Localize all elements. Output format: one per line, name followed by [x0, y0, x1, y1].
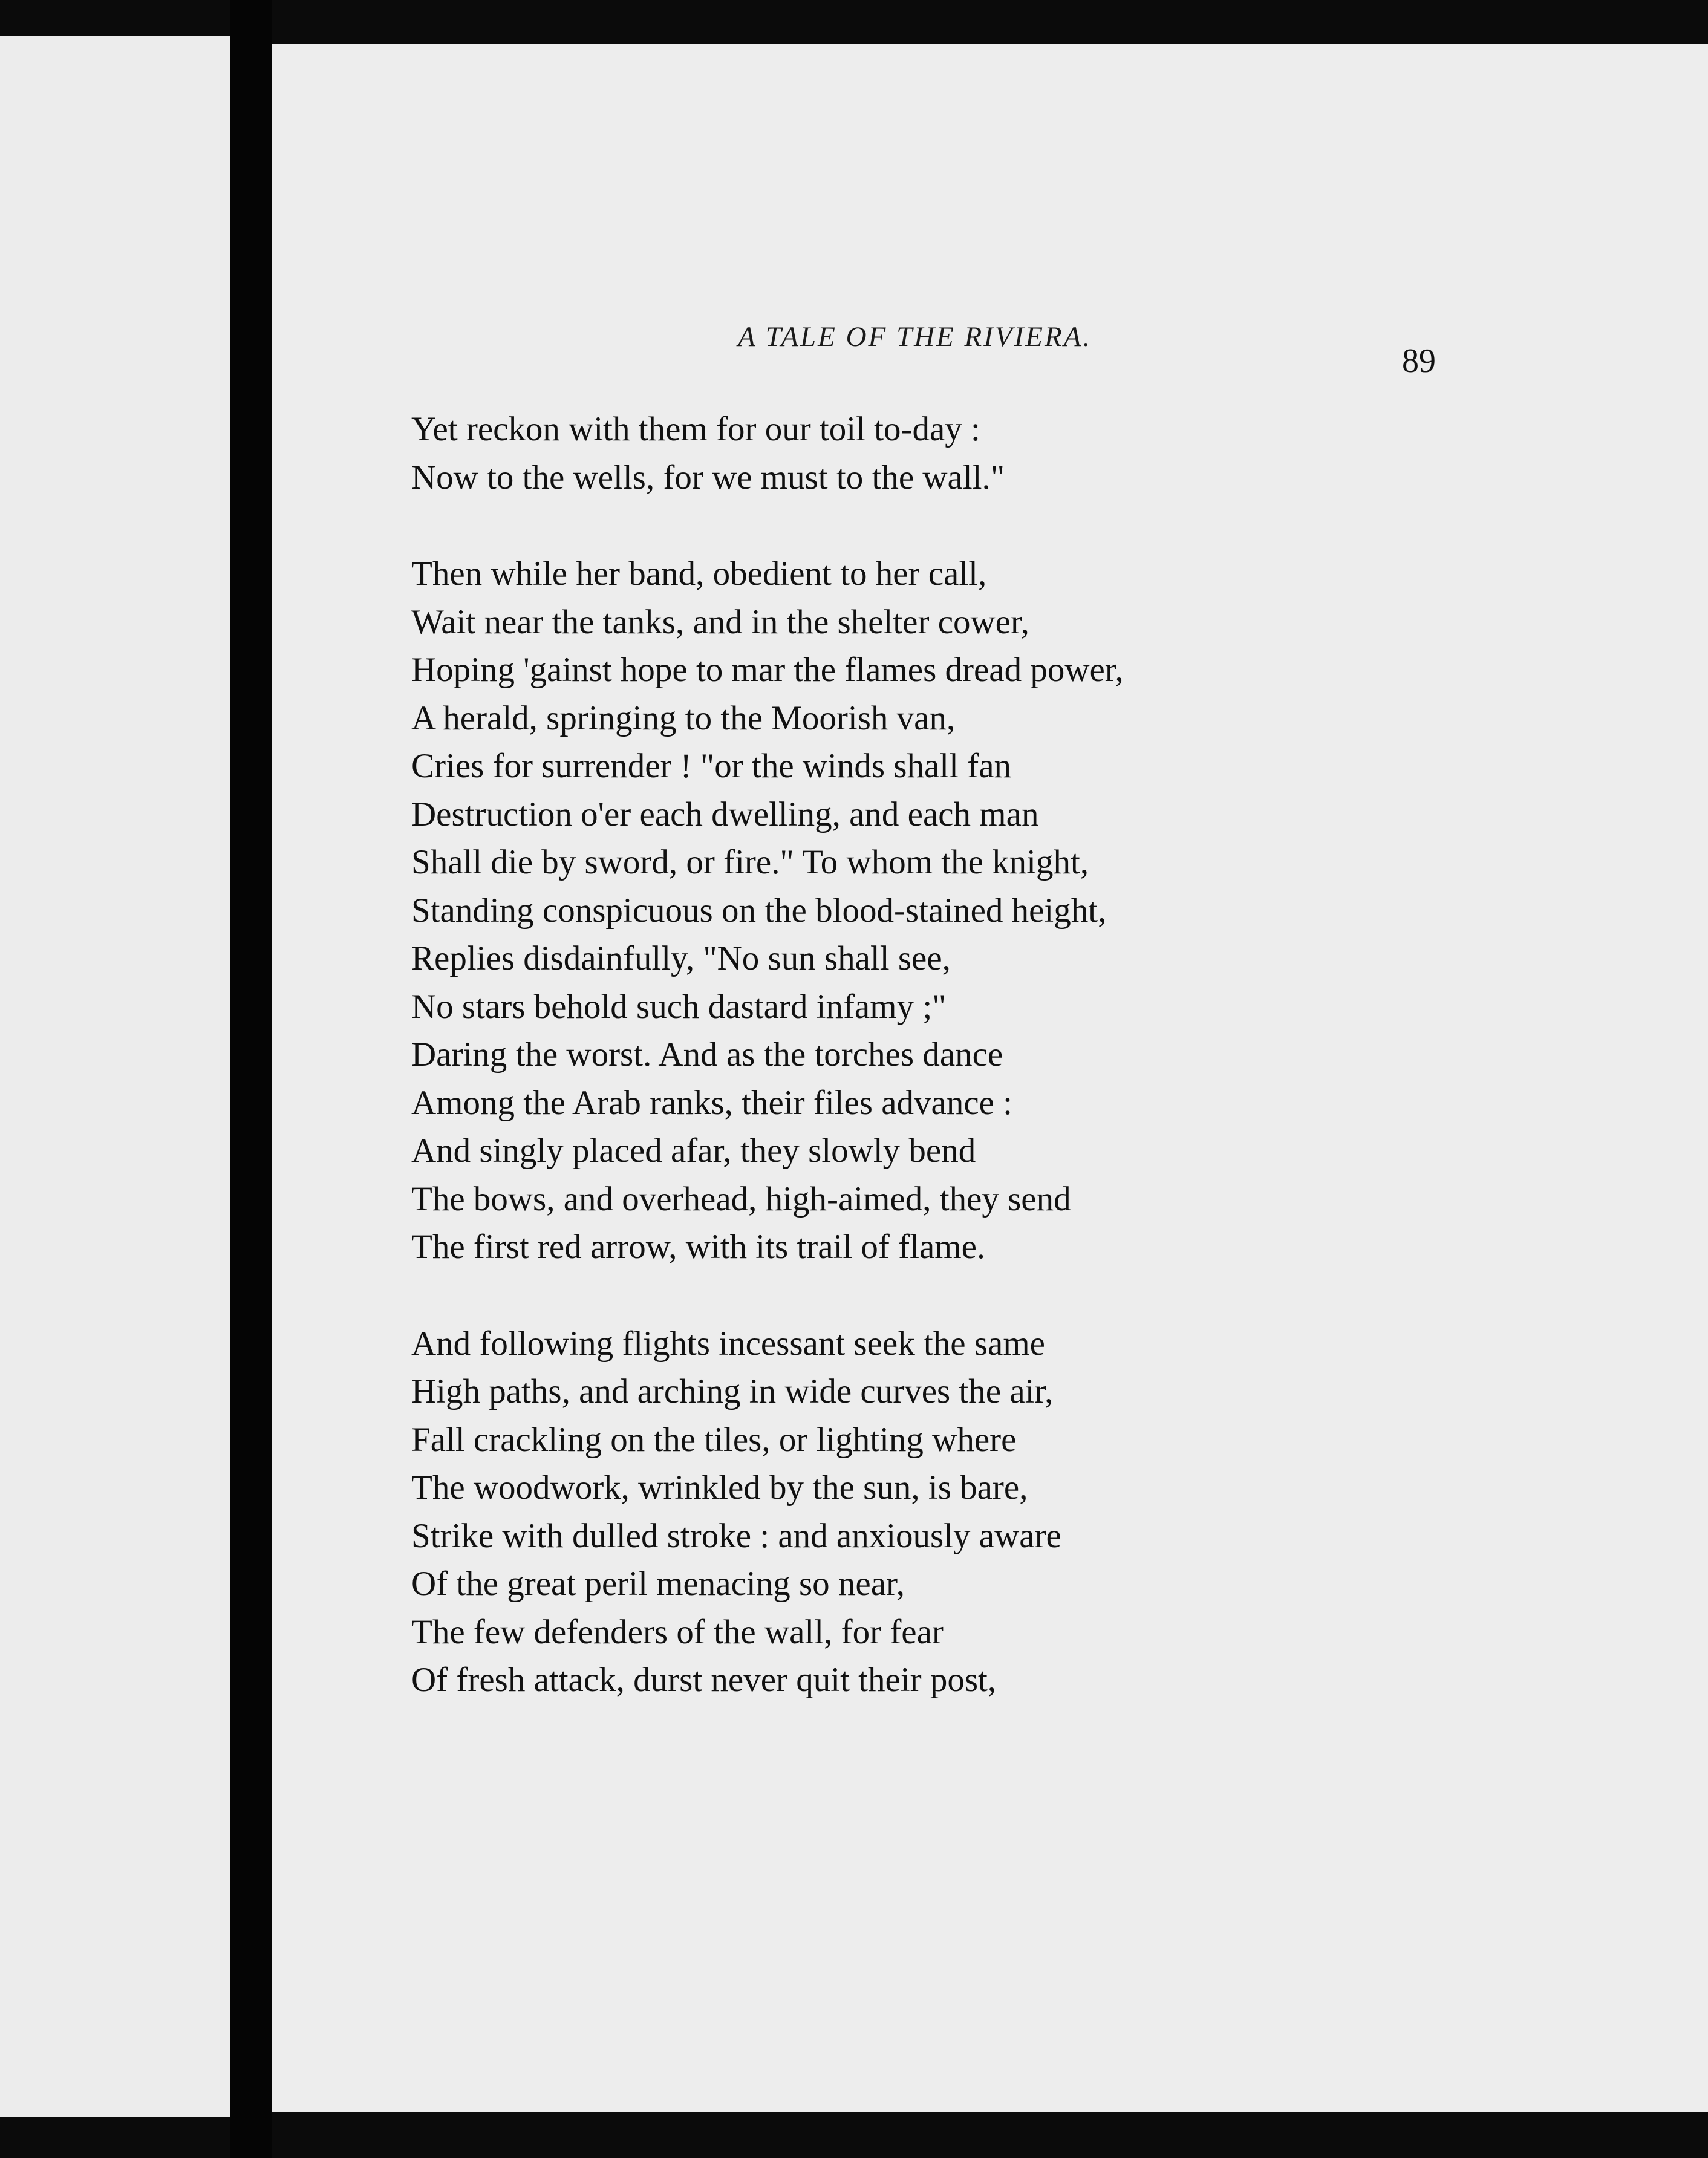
verse-line: And singly placed afar, they slowly bend	[411, 1132, 976, 1170]
verse-line: Of fresh attack, durst never quit their post,	[411, 1661, 997, 1699]
verse-line: Of the great peril menacing so near,	[411, 1565, 905, 1603]
stanza-1	[411, 405, 1318, 501]
stanza-3	[411, 1320, 1318, 1704]
verse-line: Now to the wells, for we must to the wall."	[411, 458, 1005, 497]
book-gutter	[230, 0, 272, 2158]
verse-line: Standing conspicuous on the blood-stained height,	[411, 891, 1107, 930]
verse-line: Destruction o'er each dwelling, and each man	[411, 795, 1039, 833]
verse-line: No stars behold such dastard infamy ;"	[411, 987, 947, 1026]
verse-line: High paths, and arching in wide curves the air,	[411, 1372, 1054, 1410]
page-number: 89	[1402, 342, 1436, 380]
running-title: A TALE OF THE RIVIERA.	[738, 321, 1092, 353]
verse-line: Among the Arab ranks, their files advance :	[411, 1083, 1013, 1122]
verse-line: The woodwork, wrinkled by the sun, is bare,	[411, 1469, 1028, 1507]
verse-line: Wait near the tanks, and in the shelter cower,	[411, 602, 1029, 641]
verse-line: The bows, and overhead, high-aimed, they send	[411, 1179, 1071, 1218]
verse-line: And following flights incessant seek the same	[411, 1324, 1045, 1363]
verse-line: Then while her band, obedient to her call,	[411, 555, 987, 593]
verse-line: Daring the worst. And as the torches dance	[411, 1035, 1003, 1074]
poem-text	[411, 405, 1318, 1704]
verse-line: The first red arrow, with its trail of flame.	[411, 1228, 986, 1266]
verse-line: Fall crackling on the tiles, or lighting where	[411, 1420, 1017, 1459]
stanza-2	[411, 550, 1318, 1271]
verse-line: A herald, springing to the Moorish van,	[411, 699, 956, 737]
verse-line: Shall die by sword, or fire." To whom the knight,	[411, 843, 1089, 881]
verse-line: Strike with dulled stroke : and anxiously aware	[411, 1516, 1061, 1555]
verse-line: Yet reckon with them for our toil to-day :	[411, 410, 980, 448]
verse-line: The few defenders of the wall, for fear	[411, 1612, 944, 1651]
verse-line: Replies disdainfully, "No sun shall see,	[411, 939, 951, 977]
facing-page-edge	[0, 36, 230, 2117]
verse-line: Hoping 'gainst hope to mar the flames dread power,	[411, 651, 1124, 689]
verse-line: Cries for surrender ! "or the winds shall fan	[411, 747, 1011, 785]
